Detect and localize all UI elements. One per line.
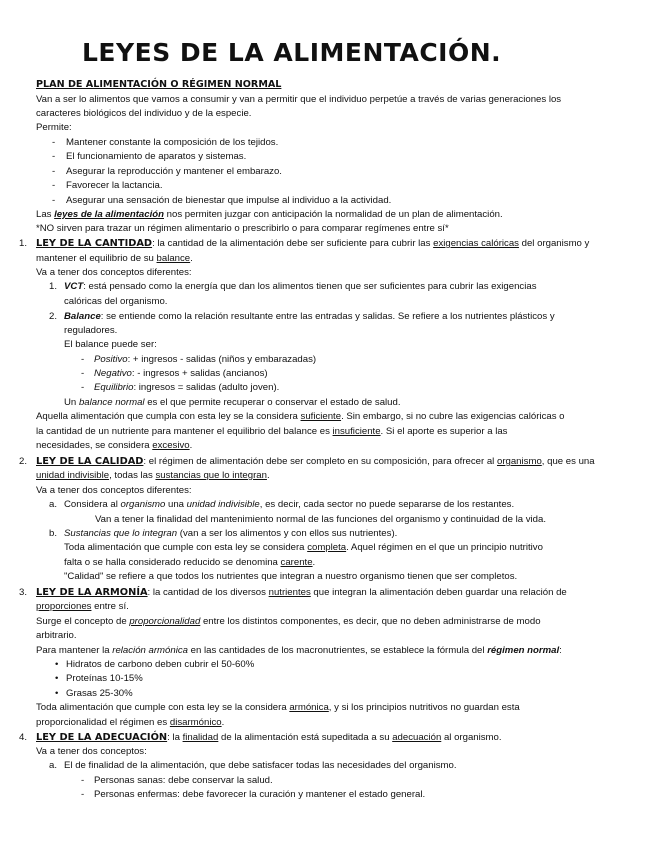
equilibrio-term: Equilibrio (94, 382, 134, 393)
list-number: 1. (49, 281, 58, 292)
ley3-final-line-2 (36, 717, 224, 729)
leyes-sentence (36, 209, 503, 221)
underlined-term: armónica (289, 702, 329, 713)
list-letter: a. (49, 760, 58, 771)
text: . (221, 717, 225, 728)
list-number: 3. (19, 587, 28, 598)
balance-equilibrio (94, 382, 279, 394)
text: es el que permite recuperar o conservar el estado de salud. (144, 397, 401, 408)
text: Considera al (64, 499, 121, 510)
text: , es decir, cada sector no puede separarse de los restantes. (259, 499, 515, 510)
macro-item: Hidratos de carbono deben cubrir el 50-60% (66, 659, 255, 670)
dash-marker: - (81, 775, 85, 786)
text: que integran la alimentación deben guardar una relación de (310, 587, 567, 598)
text: Toda alimentación que cumple con esta ley se la considera (36, 702, 290, 713)
underlined-term: organismo (496, 456, 542, 467)
text: . (266, 470, 270, 481)
ley4-conceptos: Va a tener dos conceptos: (36, 746, 147, 757)
text: de la alimentación está supeditada a su (218, 732, 393, 743)
ley2-conceptos: Va a tener dos conceptos diferentes: (36, 485, 192, 496)
ley2-a-line-2: Van a tener la finalidad del mantenimiento normal de las funciones del organismo y continuidad de la vida. (95, 514, 547, 525)
ley4-enfermas: Personas enfermas: debe favorecer la curación y mantener el estado general. (94, 789, 426, 800)
balance-line-2: reguladores. (64, 325, 118, 336)
ley1-para-line-3 (36, 440, 192, 452)
bullet-marker: • (55, 673, 59, 684)
underlined-term: exigencias calóricas (433, 238, 519, 249)
dash-marker: - (52, 195, 56, 206)
positivo-term: Positivo (94, 354, 128, 365)
ley3-heading: LEY DE LA ARMONÍA (36, 587, 148, 598)
macro-item: Proteínas 10-15% (66, 673, 143, 684)
text: proporcionalidad el régimen es (36, 717, 170, 728)
ley3-final-line-1 (36, 702, 520, 714)
negativo-term: Negativo (94, 368, 132, 379)
ley3-formula-line (36, 645, 562, 657)
plan-bullet-4: Favorecer la lactancia. (66, 180, 163, 191)
permite-label: Permite: (36, 122, 72, 133)
text: necesidades, se considera (36, 440, 153, 451)
underlined-term: sustancias que lo integran (155, 470, 267, 481)
balance-negativo (94, 368, 268, 380)
ley1-conceptos: Va a tener dos conceptos diferentes: (36, 267, 192, 278)
underlined-term: nutrientes (268, 587, 311, 598)
text: . Aquel régimen en el que un principio nutritivo (346, 542, 543, 553)
list-number: 2. (19, 456, 28, 467)
dash-marker: - (81, 354, 85, 365)
text: : la cantidad de la alimentación debe ser suficiente para cubrir las (152, 238, 434, 249)
vct-line-1 (64, 281, 537, 293)
plan-note: *NO sirven para trazar un régimen alimentario o prescribirlo o para comparar regímenes entre sí* (36, 223, 449, 234)
dash-marker: - (81, 382, 85, 393)
balance-term: Balance (64, 311, 101, 322)
dash-marker: - (52, 137, 56, 148)
ley3-line-2 (36, 601, 129, 613)
text: Un (64, 397, 79, 408)
text: entre sí. (91, 601, 129, 612)
underlined-term: adecuación (392, 732, 442, 743)
vct-line-2: calóricas del organismo. (64, 296, 168, 307)
bullet-marker: • (55, 659, 59, 670)
text: : está pensado como la energía que dan los alimentos tienen que ser suficientes para cubrir las exigencias (83, 281, 537, 292)
ley1-para-line-1 (36, 411, 565, 423)
text: : (559, 645, 562, 656)
balance-line-1 (64, 311, 555, 323)
text: . (190, 253, 193, 264)
text: la cantidad de un nutriente para mantener el equilibrio del balance es (36, 426, 333, 437)
text: : la cantidad de los diversos (147, 587, 269, 598)
text: Aquella alimentación que cumpla con esta ley se la considera (36, 411, 301, 422)
text: , y si los principios nutritivos no guardan esta (328, 702, 520, 713)
text: al organismo. (441, 732, 502, 743)
ley4-a-line: El de finalidad de la alimentación, que debe satisfacer todas las necesidades del organismo. (64, 760, 457, 771)
macro-item: Grasas 25-30% (66, 688, 133, 699)
vct-term: VCT (64, 281, 84, 292)
page-title: LEYES DE LA ALIMENTACIÓN. (82, 38, 502, 67)
text: en las cantidades de los macronutrientes, se establece la fórmula del (188, 645, 488, 656)
ley2-b-line-4: "Calidad" se refiere a que todos los nutrientes que integran a nuestro organismo tienen que ser completos. (64, 571, 518, 582)
ley4-line-1 (36, 732, 502, 744)
text: : se entiende como la relación resultante entre las entradas y salidas. Se refiere a los nutrientes plásticos y (100, 311, 555, 322)
dash-marker: - (81, 368, 85, 379)
list-number: 2. (49, 311, 58, 322)
text: . Sin embargo, si no cubre las exigencias calóricas o (341, 411, 565, 422)
list-number: 4. (19, 732, 28, 743)
underlined-term: disarmónico (169, 717, 222, 728)
dash-marker: - (52, 151, 56, 162)
ley1-line-1 (36, 238, 589, 250)
ley4-heading: LEY DE LA ADECUACIÓN (36, 732, 168, 743)
text: del organismo y (518, 238, 590, 249)
plan-heading (36, 79, 281, 91)
italic-term: organismo (120, 499, 166, 510)
text: : + ingresos - salidas (niños y embarazadas) (127, 354, 317, 365)
plan-bullet-3: Asegurar la reproducción y mantener el embarazo. (66, 166, 282, 177)
plan-definition-line-2: caracteres biológicos del individuo y de la especie. (36, 108, 252, 119)
ley1-line-2 (36, 253, 193, 265)
text: entre los distintos componentes, es decir, que no deben administrarse de modo (200, 616, 541, 627)
balance-normal-term: balance normal (78, 397, 145, 408)
ley1-para-line-2 (36, 426, 507, 438)
ley2-line-1 (36, 456, 595, 468)
text: : ingresos = salidas (adulto joven). (133, 382, 280, 393)
balance-puede: El balance puede ser: (64, 339, 157, 350)
text: Las (36, 209, 55, 220)
text: . (189, 440, 193, 451)
ley2-heading: LEY DE LA CALIDAD (36, 456, 144, 467)
proporcionalidad-term: proporcionalidad (129, 616, 201, 627)
underlined-term: unidad indivisible (36, 470, 110, 481)
underlined-term: balance (156, 253, 191, 264)
ley1-heading: LEY DE LA CANTIDAD (36, 238, 153, 249)
ley3-line-1 (36, 587, 567, 599)
plan-bullet-5: Asegurar una sensación de bienestar que impulse al individuo a la actividad. (66, 195, 392, 206)
text: una (165, 499, 187, 510)
text: Surge el concepto de (36, 616, 130, 627)
leyes-term: leyes de la alimentación (54, 209, 164, 220)
italic-term: unidad indivisible (186, 499, 260, 510)
dash-marker: - (81, 789, 85, 800)
italic-term: Sustancias que lo integran (64, 528, 178, 539)
text: . Si el aporte es superior a las (380, 426, 508, 437)
text: : - ingresos + salidas (ancianos) (131, 368, 268, 379)
regimen-normal-term: régimen normal (487, 645, 560, 656)
balance-normal-line (64, 397, 401, 409)
ley4-sanas: Personas sanas: debe conservar la salud. (94, 775, 273, 786)
dash-marker: - (52, 166, 56, 177)
ley2-a-line-1 (64, 499, 514, 511)
balance-positivo (94, 354, 316, 366)
text: , que es una (541, 456, 595, 467)
list-number: 1. (19, 238, 28, 249)
text: Para mantener la (36, 645, 113, 656)
underlined-term: finalidad (182, 732, 219, 743)
plan-bullet-2: El funcionamiento de aparatos y sistemas. (66, 151, 247, 162)
list-letter: b. (49, 528, 58, 539)
underlined-term: suficiente (300, 411, 342, 422)
italic-term: relación armónica (112, 645, 188, 656)
text: (van a ser los alimentos y con ellos sus nutrientes). (177, 528, 398, 539)
text: Toda alimentación que cumple con esta ley se considera (64, 542, 308, 553)
text: : el régimen de alimentación debe ser completo en su composición, para ofrecer al (143, 456, 497, 467)
text: : la (167, 732, 183, 743)
text: , todas las (109, 470, 156, 481)
underlined-term: carente (280, 557, 313, 568)
ley3-surge-line-1 (36, 616, 541, 628)
underlined-term: insuficiente (332, 426, 381, 437)
plan-bullet-1: Mantener constante la composición de los tejidos. (66, 137, 279, 148)
underlined-term: proporciones (36, 601, 92, 612)
text: . (312, 557, 316, 568)
dash-marker: - (52, 180, 56, 191)
ley2-b-line-1 (64, 528, 397, 540)
ley2-b-line-3 (64, 557, 315, 569)
bullet-marker: • (55, 688, 59, 699)
ley2-b-line-2 (64, 542, 543, 554)
text: falta o se halla considerado reducido se denomina (64, 557, 281, 568)
text: mantener el equilibrio de su (36, 253, 157, 264)
plan-heading-text: PLAN DE ALIMENTACIÓN O RÉGIMEN NORMAL (36, 79, 282, 90)
list-letter: a. (49, 499, 58, 510)
ley2-line-2 (36, 470, 270, 482)
underlined-term: completa (307, 542, 347, 553)
underlined-term: excesivo (152, 440, 190, 451)
text: nos permiten juzgar con anticipación la normalidad de un plan de alimentación. (164, 209, 503, 220)
plan-definition-line-1: Van a ser lo alimentos que vamos a consumir y van a permitir que el individuo perpetúe a través de varias generaciones los (36, 94, 562, 105)
ley3-surge-line-2: arbitrario. (36, 630, 77, 641)
